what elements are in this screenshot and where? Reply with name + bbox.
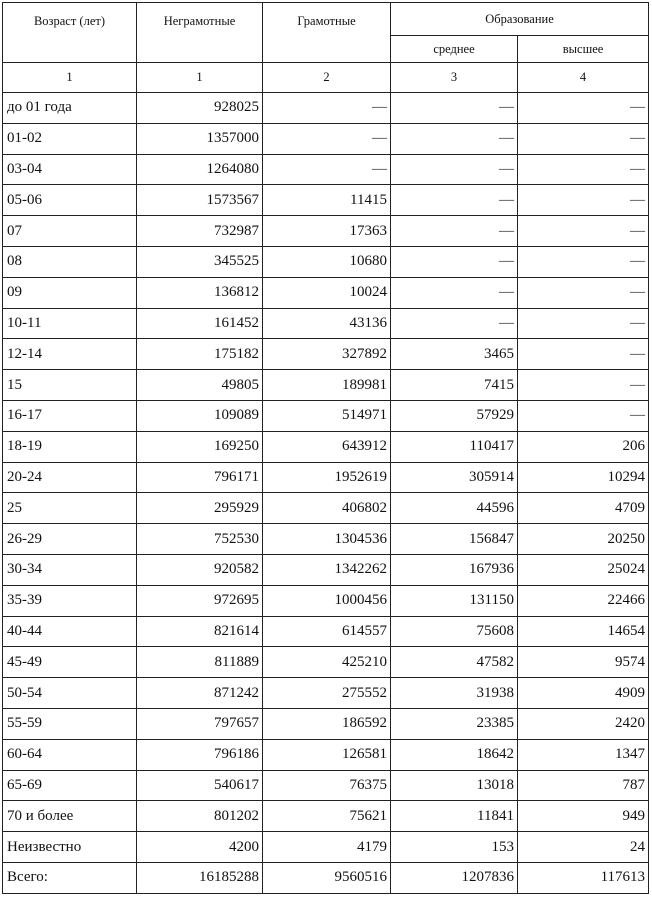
cell-secondary: — xyxy=(391,154,518,185)
table-row xyxy=(3,770,649,801)
cell-age: Неизвестно xyxy=(3,832,137,863)
cell-illiterate: 796171 xyxy=(137,462,263,493)
table-row xyxy=(3,339,649,370)
cell-age: 55-59 xyxy=(3,708,137,739)
cell-higher: 14654 xyxy=(518,616,649,647)
cell-secondary: 156847 xyxy=(391,524,518,555)
cell-illiterate: 1357000 xyxy=(137,123,263,154)
cell-age: 12-14 xyxy=(3,339,137,370)
cell-secondary: 18642 xyxy=(391,739,518,770)
cell-secondary: — xyxy=(391,123,518,154)
cell-higher: 206 xyxy=(518,431,649,462)
cell-higher: 949 xyxy=(518,801,649,832)
cell-literate: 614557 xyxy=(263,616,391,647)
cell-secondary: 7415 xyxy=(391,370,518,401)
cell-secondary: — xyxy=(391,246,518,277)
header-literate: Грамотные xyxy=(263,3,391,63)
table-row xyxy=(3,616,649,647)
cell-higher: 4709 xyxy=(518,493,649,524)
header-education: Образование xyxy=(391,3,649,36)
cell-age: 26-29 xyxy=(3,524,137,555)
table-row xyxy=(3,277,649,308)
cell-literate: 643912 xyxy=(263,431,391,462)
cell-secondary: — xyxy=(391,216,518,247)
cell-illiterate: 16185288 xyxy=(137,862,263,893)
cell-illiterate: 1264080 xyxy=(137,154,263,185)
cell-literate: 11415 xyxy=(263,185,391,216)
table-row xyxy=(3,308,649,339)
cell-higher: — xyxy=(518,339,649,370)
cell-secondary: 153 xyxy=(391,832,518,863)
cell-illiterate: 1573567 xyxy=(137,185,263,216)
cell-higher: 24 xyxy=(518,832,649,863)
cell-age: 35-39 xyxy=(3,585,137,616)
cell-secondary: 167936 xyxy=(391,554,518,585)
column-number-row xyxy=(3,63,649,93)
cell-secondary: 75608 xyxy=(391,616,518,647)
table-row xyxy=(3,801,649,832)
table-row xyxy=(3,647,649,678)
cell-illiterate: 175182 xyxy=(137,339,263,370)
cell-higher: — xyxy=(518,400,649,431)
table-row xyxy=(3,832,649,863)
column-number: 4 xyxy=(518,63,649,93)
cell-higher: — xyxy=(518,308,649,339)
cell-age: 50-54 xyxy=(3,678,137,709)
cell-secondary: 44596 xyxy=(391,493,518,524)
column-number: 1 xyxy=(137,63,263,93)
cell-illiterate: 821614 xyxy=(137,616,263,647)
cell-age: 40-44 xyxy=(3,616,137,647)
cell-literate: 43136 xyxy=(263,308,391,339)
cell-illiterate: 732987 xyxy=(137,216,263,247)
table-row xyxy=(3,431,649,462)
cell-secondary: — xyxy=(391,277,518,308)
cell-literate: 1342262 xyxy=(263,554,391,585)
cell-secondary: 1207836 xyxy=(391,862,518,893)
header-higher: высшее xyxy=(518,36,649,63)
cell-secondary: — xyxy=(391,308,518,339)
cell-secondary: 31938 xyxy=(391,678,518,709)
cell-higher: — xyxy=(518,185,649,216)
table-row xyxy=(3,678,649,709)
cell-age: 15 xyxy=(3,370,137,401)
cell-illiterate: 801202 xyxy=(137,801,263,832)
cell-literate: 10024 xyxy=(263,277,391,308)
cell-illiterate: 796186 xyxy=(137,739,263,770)
cell-illiterate: 169250 xyxy=(137,431,263,462)
cell-higher: — xyxy=(518,93,649,124)
cell-literate: 75621 xyxy=(263,801,391,832)
cell-age: 05-06 xyxy=(3,185,137,216)
cell-literate: 186592 xyxy=(263,708,391,739)
table-body xyxy=(3,93,649,894)
cell-illiterate: 295929 xyxy=(137,493,263,524)
cell-literate: 10680 xyxy=(263,246,391,277)
cell-illiterate: 797657 xyxy=(137,708,263,739)
header-row-top xyxy=(3,3,649,36)
cell-illiterate: 972695 xyxy=(137,585,263,616)
table-header xyxy=(3,3,649,93)
cell-illiterate: 109089 xyxy=(137,400,263,431)
table-row xyxy=(3,185,649,216)
cell-secondary: 47582 xyxy=(391,647,518,678)
cell-secondary: 13018 xyxy=(391,770,518,801)
cell-literate: 1952619 xyxy=(263,462,391,493)
cell-age: 16-17 xyxy=(3,400,137,431)
cell-higher: 22466 xyxy=(518,585,649,616)
cell-higher: 2420 xyxy=(518,708,649,739)
cell-age: 08 xyxy=(3,246,137,277)
table-row xyxy=(3,154,649,185)
cell-higher: — xyxy=(518,370,649,401)
cell-secondary: 110417 xyxy=(391,431,518,462)
cell-age: 20-24 xyxy=(3,462,137,493)
cell-illiterate: 345525 xyxy=(137,246,263,277)
cell-secondary: — xyxy=(391,93,518,124)
cell-age: 09 xyxy=(3,277,137,308)
cell-age: 25 xyxy=(3,493,137,524)
cell-illiterate: 871242 xyxy=(137,678,263,709)
cell-age: 07 xyxy=(3,216,137,247)
column-number: 2 xyxy=(263,63,391,93)
table-row xyxy=(3,739,649,770)
cell-higher: — xyxy=(518,277,649,308)
table-row xyxy=(3,524,649,555)
cell-age: 10-11 xyxy=(3,308,137,339)
header-secondary: среднее xyxy=(391,36,518,63)
table-row xyxy=(3,862,649,893)
table-row xyxy=(3,370,649,401)
cell-higher: — xyxy=(518,246,649,277)
cell-age: до 01 года xyxy=(3,93,137,124)
cell-literate: 189981 xyxy=(263,370,391,401)
header-age: Возраст (лет) xyxy=(3,3,137,63)
cell-literate: 514971 xyxy=(263,400,391,431)
cell-age: 65-69 xyxy=(3,770,137,801)
cell-literate: 4179 xyxy=(263,832,391,863)
cell-age: 01-02 xyxy=(3,123,137,154)
table-row xyxy=(3,493,649,524)
cell-literate: 1000456 xyxy=(263,585,391,616)
table-row xyxy=(3,246,649,277)
table-row xyxy=(3,123,649,154)
cell-literate: — xyxy=(263,123,391,154)
cell-higher: — xyxy=(518,154,649,185)
cell-illiterate: 4200 xyxy=(137,832,263,863)
cell-illiterate: 161452 xyxy=(137,308,263,339)
cell-higher: 9574 xyxy=(518,647,649,678)
cell-literate: 76375 xyxy=(263,770,391,801)
table-row xyxy=(3,462,649,493)
cell-secondary: 131150 xyxy=(391,585,518,616)
header-illiterate: Неграмотные xyxy=(137,3,263,63)
cell-higher: 25024 xyxy=(518,554,649,585)
cell-secondary: 23385 xyxy=(391,708,518,739)
table-row xyxy=(3,554,649,585)
cell-higher: 4909 xyxy=(518,678,649,709)
cell-illiterate: 136812 xyxy=(137,277,263,308)
cell-literate: 275552 xyxy=(263,678,391,709)
cell-literate: — xyxy=(263,93,391,124)
cell-age: 60-64 xyxy=(3,739,137,770)
cell-literate: 17363 xyxy=(263,216,391,247)
column-number: 1 xyxy=(3,63,137,93)
cell-literate: 327892 xyxy=(263,339,391,370)
table-row xyxy=(3,585,649,616)
cell-secondary: 57929 xyxy=(391,400,518,431)
cell-higher: 117613 xyxy=(518,862,649,893)
cell-age: 30-34 xyxy=(3,554,137,585)
cell-higher: — xyxy=(518,123,649,154)
cell-higher: 20250 xyxy=(518,524,649,555)
table-row xyxy=(3,216,649,247)
cell-age: Всего: xyxy=(3,862,137,893)
cell-illiterate: 752530 xyxy=(137,524,263,555)
population-literacy-table xyxy=(2,2,649,894)
cell-literate: 406802 xyxy=(263,493,391,524)
cell-higher: 787 xyxy=(518,770,649,801)
cell-illiterate: 49805 xyxy=(137,370,263,401)
cell-age: 70 и более xyxy=(3,801,137,832)
cell-secondary: — xyxy=(391,185,518,216)
cell-literate: — xyxy=(263,154,391,185)
cell-illiterate: 540617 xyxy=(137,770,263,801)
cell-literate: 425210 xyxy=(263,647,391,678)
cell-age: 45-49 xyxy=(3,647,137,678)
table-row xyxy=(3,93,649,124)
cell-literate: 9560516 xyxy=(263,862,391,893)
cell-secondary: 11841 xyxy=(391,801,518,832)
cell-higher: 1347 xyxy=(518,739,649,770)
cell-secondary: 305914 xyxy=(391,462,518,493)
cell-literate: 1304536 xyxy=(263,524,391,555)
cell-higher: — xyxy=(518,216,649,247)
cell-age: 03-04 xyxy=(3,154,137,185)
cell-illiterate: 811889 xyxy=(137,647,263,678)
cell-illiterate: 928025 xyxy=(137,93,263,124)
table-row xyxy=(3,400,649,431)
cell-age: 18-19 xyxy=(3,431,137,462)
cell-higher: 10294 xyxy=(518,462,649,493)
table-row xyxy=(3,708,649,739)
cell-literate: 126581 xyxy=(263,739,391,770)
cell-illiterate: 920582 xyxy=(137,554,263,585)
column-number: 3 xyxy=(391,63,518,93)
cell-secondary: 3465 xyxy=(391,339,518,370)
